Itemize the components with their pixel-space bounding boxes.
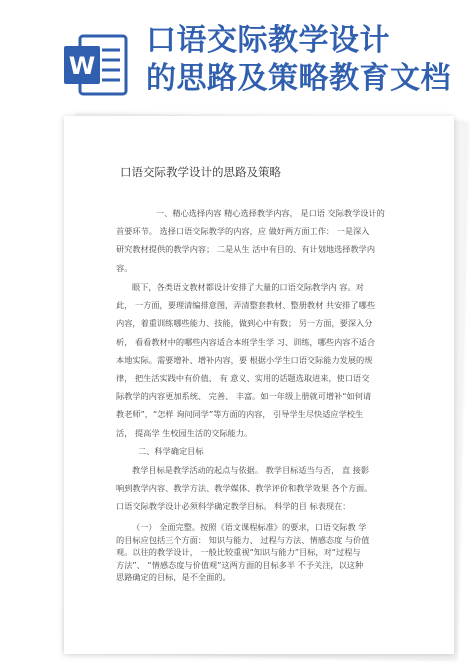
banner-title-line-2: 的思路及策略教育文档: [146, 61, 451, 96]
text-line: 教老师”，“怎样 询问同学”等方面的内容， 引导学生尽快适应学校生: [116, 409, 364, 420]
text-line: 思路确定的目标，是不全面的。: [116, 572, 231, 583]
text-line: 此， 一方面，要理清编排意图，弄清整套教材、整册教材 共安排了哪些: [116, 300, 376, 311]
text-line: 律， 把生活实践中有价值、 有 意义、实用的话题选取进来，使口语交: [116, 372, 370, 383]
text-line: 口语交际教学设计必须科学确定教学目标。 科学的目 标表现在：: [116, 501, 351, 512]
text-line: （一） 全面完整。按照《语文课程标准》的要求，口语交际教 学: [132, 522, 367, 532]
banner-title-line-1: 口语交际教学设计: [146, 23, 390, 58]
banner-title: [146, 22, 466, 98]
section-heading: 二、科学确定目标: [138, 446, 204, 456]
text-line: 活， 提高学 生校园生活的交际能力。: [116, 427, 253, 438]
text-line: 首要环节。 选择口语交际教学的内容，应 做好两方面工作： 一是深入: [116, 226, 370, 237]
section-heading-goals: [116, 442, 418, 460]
word-document-icon: [62, 30, 132, 100]
text-line: 本地实际。需要增补、增补内容，要 根据小学生口语交际能力发展的规: [116, 354, 373, 365]
paragraph-textbook-analysis: [116, 278, 418, 442]
text-line: 内容，着重训练哪些能力、技能，做到心中有数； 另一方面，要深入分: [116, 318, 373, 329]
paragraph-goals: [116, 461, 418, 516]
text-line: 观。以往的教学设计， 一般比较重视“知识与能力”目标，对“过程与: [116, 547, 361, 558]
text-line: 际教学的内容更加系统、 完善、 丰富。如一年级上册就可增补“如何请: [116, 391, 372, 402]
text-line: 响到教学内容、教学方法、教学媒体、教学评价和教学效果 各个方面。: [116, 483, 373, 494]
document-banner: [0, 0, 474, 112]
text-line: 研究教材提供的教学内容； 二是从生 活中有目的、有计划地选择教学内: [116, 244, 376, 255]
document-page: [64, 116, 454, 654]
text-line: 的目标应包括三个方面： 知识与能力、 过程与方法、情感态度 与价值: [116, 534, 370, 545]
paragraph-complete-goals: [116, 521, 418, 584]
text-line: 容。: [116, 262, 133, 273]
text-line: 一、精心选择内容 精心选择教学内容， 是口语 交际教学设计的: [156, 208, 385, 218]
text-line: 析， 看看教材中的哪些内容适合本班学生学 习、训练，哪些内容不适合: [116, 336, 376, 347]
text-line: 方法”、 “情感态度与价值观”这两方面的目标多半 不予关注，以这种: [116, 559, 364, 570]
document-title: 口语交际教学设计的思路及策略: [120, 165, 281, 179]
text-line: 教学目标是教学活动的起点与依据。 教学目标适当与否， 直 接影: [132, 465, 370, 475]
text-line: 眼下，各类语文教材都设计安排了大量的口语交际教学内 容。对: [132, 282, 364, 292]
svg-text:W: W: [68, 52, 96, 80]
paragraph-select-content: [116, 204, 418, 277]
